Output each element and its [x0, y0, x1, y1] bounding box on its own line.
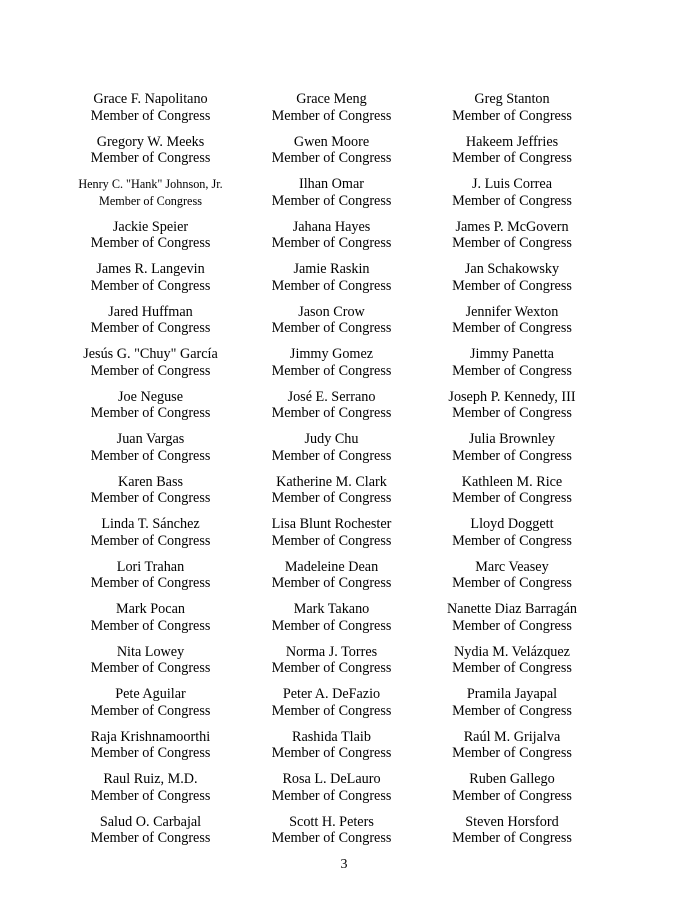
signatory-name: Mark Pocan [116, 601, 185, 617]
signature-block [241, 771, 422, 814]
signatory-name: Kathleen M. Rice [461, 473, 563, 490]
signature-block [241, 644, 422, 687]
signatory-name: J. Luis Correa [472, 176, 552, 192]
signatory-name: Gwen Moore [293, 133, 370, 150]
signatory-name: Jared Huffman [108, 303, 193, 320]
signature-block [60, 219, 241, 262]
signature-block [422, 771, 602, 814]
signatory-title: Member of Congress [90, 745, 211, 761]
signatory-title: Member of Congress [271, 405, 392, 421]
signatory-title: Member of Congress [271, 150, 392, 166]
signature-block [422, 389, 602, 432]
signature-block [241, 814, 422, 857]
signatory-title: Member of Congress [452, 490, 572, 506]
signatory-title: Member of Congress [452, 830, 572, 846]
signatory-name: Hakeem Jeffries [465, 133, 559, 150]
signatory-name: Karen Bass [117, 473, 183, 490]
signature-block [241, 516, 422, 559]
signature-block [241, 729, 422, 772]
signature-block [60, 559, 241, 602]
signature-block [60, 601, 241, 644]
signatory-name: Norma J. Torres [285, 643, 378, 660]
signature-block [422, 729, 602, 772]
signature-block [422, 346, 602, 389]
signatory-name: Jennifer Wexton [465, 303, 559, 320]
signatory-name: Katherine M. Clark [276, 473, 387, 490]
signatory-title: Member of Congress [90, 532, 211, 549]
signatory-title: Member of Congress [271, 745, 392, 761]
signatory-title: Member of Congress [90, 405, 211, 421]
signatory-name: Madeleine Dean [284, 558, 379, 575]
signature-block [422, 304, 602, 347]
signature-block [422, 814, 602, 857]
signatory-name: Nanette Diaz Barragán [447, 601, 577, 617]
signatory-title: Member of Congress [271, 702, 392, 719]
signatory-title: Member of Congress [452, 362, 572, 379]
signature-block [422, 516, 602, 559]
signature-block [60, 134, 241, 177]
signature-block [60, 431, 241, 474]
signatory-title: Member of Congress [452, 660, 572, 676]
signatory-name: Peter A. DeFazio [282, 686, 381, 702]
signatory-title: Member of Congress [271, 532, 392, 549]
signatory-name: Jason Crow [298, 303, 365, 320]
signatory-name: Ruben Gallego [469, 771, 555, 787]
signatory-name: Jackie Speier [112, 218, 189, 235]
signatory-title: Member of Congress [90, 235, 211, 251]
signatory-name: Lori Trahan [116, 558, 185, 575]
signatory-title: Member of Congress [90, 150, 211, 166]
signature-block [241, 219, 422, 262]
signatory-title: Member of Congress [90, 830, 211, 846]
signatory-title: Member of Congress [452, 575, 572, 591]
signatory-title: Member of Congress [271, 447, 392, 464]
signatory-title: Member of Congress [452, 405, 572, 421]
signatory-title: Member of Congress [271, 787, 392, 804]
signatory-title: Member of Congress [452, 320, 572, 336]
signature-block [241, 176, 422, 219]
signatory-title: Member of Congress [90, 660, 211, 676]
signatory-title: Member of Congress [90, 277, 211, 294]
signature-block [422, 219, 602, 262]
signatory-name: Jesús G. "Chuy" García [83, 346, 218, 362]
signatory-title: Member of Congress [99, 193, 202, 208]
signatory-name: Juan Vargas [116, 431, 185, 447]
signatory-name: Joe Neguse [117, 388, 183, 405]
signatory-title: Member of Congress [90, 447, 211, 464]
signatory-title: Member of Congress [452, 745, 572, 761]
signatory-title: Member of Congress [452, 107, 572, 124]
signatory-title: Member of Congress [271, 107, 392, 124]
signatory-title: Member of Congress [90, 362, 211, 379]
signatory-name: Jimmy Panetta [470, 346, 554, 362]
signatory-name: Steven Horsford [465, 813, 559, 830]
signature-block [60, 516, 241, 559]
signatory-name: Julia Brownley [468, 431, 556, 447]
signature-block [241, 474, 422, 517]
signatory-name: Ilhan Omar [298, 176, 364, 192]
signatory-title: Member of Congress [90, 575, 211, 591]
signature-block [422, 686, 602, 729]
signature-block [60, 176, 241, 219]
signatory-title: Member of Congress [271, 830, 392, 846]
signatory-title: Member of Congress [271, 192, 392, 209]
signature-block [422, 431, 602, 474]
signature-grid [60, 91, 602, 856]
signature-block [60, 644, 241, 687]
signature-block [60, 304, 241, 347]
signature-block [241, 346, 422, 389]
signatory-name: Henry C. "Hank" Johnson, Jr. [78, 177, 223, 191]
signatory-name: Grace Meng [296, 91, 367, 107]
signatory-name: Lisa Blunt Rochester [271, 516, 392, 532]
signature-block [241, 686, 422, 729]
signature-block [241, 304, 422, 347]
signatory-title: Member of Congress [90, 617, 211, 634]
signatory-name: Linda T. Sánchez [101, 516, 200, 532]
signature-block [241, 134, 422, 177]
signatory-title: Member of Congress [90, 702, 211, 719]
signatory-title: Member of Congress [452, 447, 572, 464]
signatory-name: Joseph P. Kennedy, III [448, 388, 576, 405]
signature-block [422, 261, 602, 304]
signature-block [422, 176, 602, 219]
signature-block [422, 601, 602, 644]
signatory-title: Member of Congress [452, 532, 572, 549]
signatory-title: Member of Congress [271, 277, 392, 294]
signature-block [60, 729, 241, 772]
signatory-title: Member of Congress [452, 277, 572, 294]
signature-block [60, 389, 241, 432]
signatory-title: Member of Congress [90, 320, 211, 336]
signatory-title: Member of Congress [271, 235, 392, 251]
signatory-title: Member of Congress [90, 490, 211, 506]
signature-block [241, 91, 422, 134]
signature-block [241, 559, 422, 602]
signature-block [241, 431, 422, 474]
signatory-title: Member of Congress [271, 362, 392, 379]
signature-block [422, 474, 602, 517]
signatory-name: Pete Aguilar [115, 686, 186, 702]
signatory-name: Raja Krishnamoorthi [90, 728, 211, 745]
signatory-name: Nydia M. Velázquez [454, 643, 570, 660]
signatory-title: Member of Congress [271, 617, 392, 634]
signatory-name: José E. Serrano [287, 388, 376, 405]
signatory-name: Nita Lowey [116, 643, 185, 660]
signatory-title: Member of Congress [90, 787, 211, 804]
signatory-name: Greg Stanton [474, 91, 550, 107]
signature-block [60, 261, 241, 304]
signatory-title: Member of Congress [271, 320, 392, 336]
signatory-title: Member of Congress [90, 107, 211, 124]
signatory-name: James R. Langevin [96, 261, 205, 277]
signatory-name: Raul Ruiz, M.D. [103, 771, 198, 787]
signatory-name: Salud O. Carbajal [99, 813, 202, 830]
signatory-name: Rashida Tlaib [292, 728, 371, 745]
signatory-name: James P. McGovern [455, 218, 569, 235]
signatory-title: Member of Congress [452, 617, 572, 634]
signatory-name: Jamie Raskin [293, 261, 370, 277]
signature-block [422, 91, 602, 134]
signature-block [60, 814, 241, 857]
signatory-name: Mark Takano [293, 601, 370, 617]
signature-block [60, 346, 241, 389]
signatory-name: Lloyd Doggett [470, 516, 554, 532]
signatory-name: Gregory W. Meeks [96, 133, 205, 150]
signature-block [60, 686, 241, 729]
signature-block [241, 389, 422, 432]
signatory-name: Jahana Hayes [292, 218, 371, 235]
signature-block [60, 771, 241, 814]
signatory-title: Member of Congress [452, 702, 572, 719]
signatory-name: Marc Veasey [475, 558, 549, 575]
signatory-title: Member of Congress [452, 787, 572, 804]
signatory-name: Judy Chu [304, 431, 359, 447]
signatory-name: Raúl M. Grijalva [463, 728, 561, 745]
signature-block [60, 474, 241, 517]
signatory-title: Member of Congress [271, 660, 392, 676]
signatory-name: Grace F. Napolitano [93, 91, 208, 107]
signatory-name: Pramila Jayapal [466, 686, 558, 702]
signature-block [422, 644, 602, 687]
signature-block [422, 134, 602, 177]
signatory-title: Member of Congress [452, 150, 572, 166]
signatory-name: Jimmy Gomez [289, 346, 374, 362]
signatory-title: Member of Congress [271, 575, 392, 591]
signatory-name: Jan Schakowsky [464, 261, 560, 277]
signature-block [241, 261, 422, 304]
signatory-title: Member of Congress [452, 235, 572, 251]
signature-block [241, 601, 422, 644]
signatory-name: Scott H. Peters [289, 813, 374, 830]
signatory-title: Member of Congress [452, 192, 572, 209]
signatory-title: Member of Congress [271, 490, 392, 506]
signatory-name: Rosa L. DeLauro [282, 771, 381, 787]
signature-block [60, 91, 241, 134]
page-number: 3 [340, 857, 348, 872]
signature-block [422, 559, 602, 602]
